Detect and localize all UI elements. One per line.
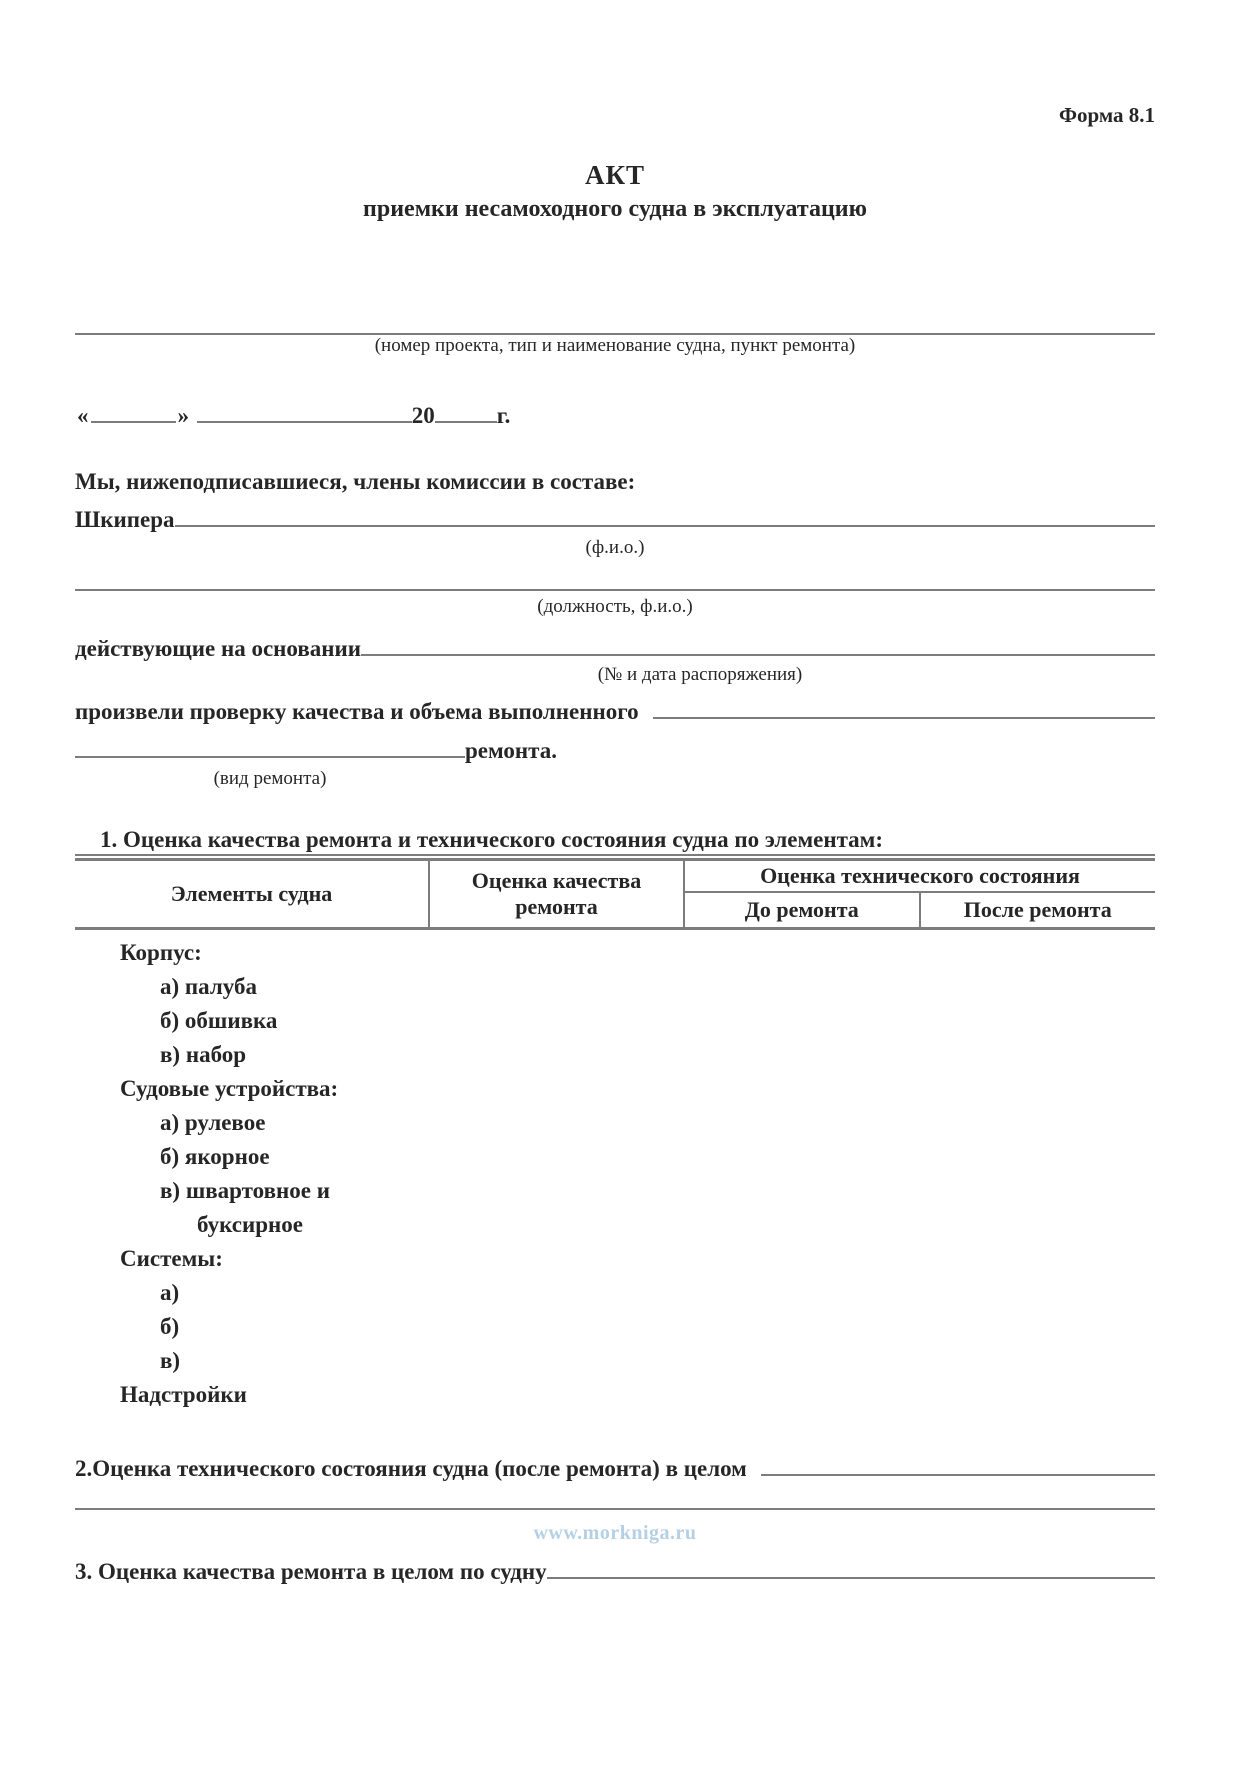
element-label: Корпус: <box>120 940 202 965</box>
inspection-row <box>75 695 1155 725</box>
basis-blank[interactable] <box>361 632 1155 656</box>
section3-row <box>75 1555 1155 1585</box>
commission-intro: Мы, нижеподписавшиеся, члены комиссии в составе: <box>75 469 636 494</box>
table-row <box>75 1344 1155 1378</box>
year-prefix: 20 <box>411 403 435 428</box>
repair-kind-blank-1[interactable] <box>653 695 1155 719</box>
table-row <box>75 1038 1155 1072</box>
table-row <box>75 1242 1155 1276</box>
element-label: Надстройки <box>120 1382 247 1407</box>
table-row <box>75 1276 1155 1310</box>
element-label: б) обшивка <box>160 1008 278 1033</box>
year-blank[interactable] <box>435 399 497 423</box>
doc-subtitle: приемки несамоходного судна в эксплуатацию <box>363 196 867 222</box>
col-header-before-repair: До ремонта <box>684 892 920 929</box>
fio-caption: (ф.и.о.) <box>585 537 645 558</box>
element-label: Судовые устройства: <box>120 1076 339 1101</box>
watermark: www.morkniga.ru <box>533 1522 697 1544</box>
repair-type-caption: (вид ремонта) <box>213 768 327 789</box>
grade-table <box>75 858 1155 930</box>
position-fio-caption: (должность, ф.и.о.) <box>537 596 693 617</box>
element-label: б) якорное <box>160 1144 270 1169</box>
col-header-after-repair: После ремонта <box>920 892 1156 929</box>
element-label: Системы: <box>120 1246 223 1271</box>
day-blank[interactable] <box>91 399 176 423</box>
skipper-name-blank[interactable] <box>175 503 1155 527</box>
basis-row <box>75 632 1155 662</box>
section1-heading-wrap <box>75 826 1155 856</box>
date-row <box>75 399 1155 429</box>
element-label: буксирное <box>197 1212 304 1237</box>
col-header-elements: Элементы судна <box>170 881 333 906</box>
repair-kind-blank-2[interactable] <box>75 734 465 758</box>
table-row <box>75 1072 1155 1106</box>
element-label: а) <box>160 1280 180 1305</box>
col-header-quality-line2: ремонта <box>515 894 598 919</box>
table-row <box>75 1310 1155 1344</box>
section2-blank-2[interactable] <box>75 1508 1155 1510</box>
element-label: в) <box>160 1348 181 1373</box>
table-row <box>75 1106 1155 1140</box>
repair-word: ремонта. <box>465 738 557 763</box>
section3-blank[interactable] <box>547 1555 1155 1579</box>
close-quote: » <box>177 403 189 428</box>
form-number: Форма 8.1 <box>1058 103 1155 127</box>
element-label: а) рулевое <box>160 1110 266 1135</box>
repair-row <box>75 734 1155 764</box>
section2-blank-1[interactable] <box>761 1452 1155 1476</box>
table-row <box>75 970 1155 1004</box>
skipper-label: Шкипера <box>75 507 175 532</box>
elements-list <box>75 936 1155 1412</box>
doc-title: АКТ <box>584 160 646 190</box>
element-label: а) палуба <box>160 974 257 999</box>
table-row <box>75 1174 1155 1208</box>
table-row <box>75 1004 1155 1038</box>
table-row <box>75 1140 1155 1174</box>
month-blank[interactable] <box>197 399 412 423</box>
vessel-info-caption: (номер проекта, тип и наименование судна, пункт ремонта) <box>374 335 856 356</box>
skipper-row <box>75 503 1155 533</box>
section2-row <box>75 1452 1155 1482</box>
open-quote: « <box>77 403 89 428</box>
table-row <box>75 1378 1155 1412</box>
year-suffix: г. <box>496 403 511 428</box>
col-header-quality-line1: Оценка качества <box>471 868 642 893</box>
basis-label: действующие на основании <box>75 636 362 661</box>
table-row <box>75 1208 1155 1242</box>
section1-heading: 1. Оценка качества ремонта и технического состояния судна по элементам: <box>100 827 883 852</box>
order-caption: (№ и дата распоряжения) <box>597 664 803 685</box>
col-header-tech-state: Оценка технического состояния <box>684 860 1155 893</box>
table-row <box>75 936 1155 970</box>
element-label: в) набор <box>160 1042 247 1067</box>
position-blank[interactable] <box>75 589 1155 591</box>
inspection-label: произвели проверку качества и объема выполненного <box>75 699 639 724</box>
element-label: в) швартовное и <box>160 1178 330 1203</box>
section2-label: 2.Оценка технического состояния судна (после ремонта) в целом <box>75 1456 747 1481</box>
col-header-quality <box>429 860 684 929</box>
section3-label: 3. Оценка качества ремонта в целом по судну <box>75 1559 547 1584</box>
element-label: б) <box>160 1314 180 1339</box>
